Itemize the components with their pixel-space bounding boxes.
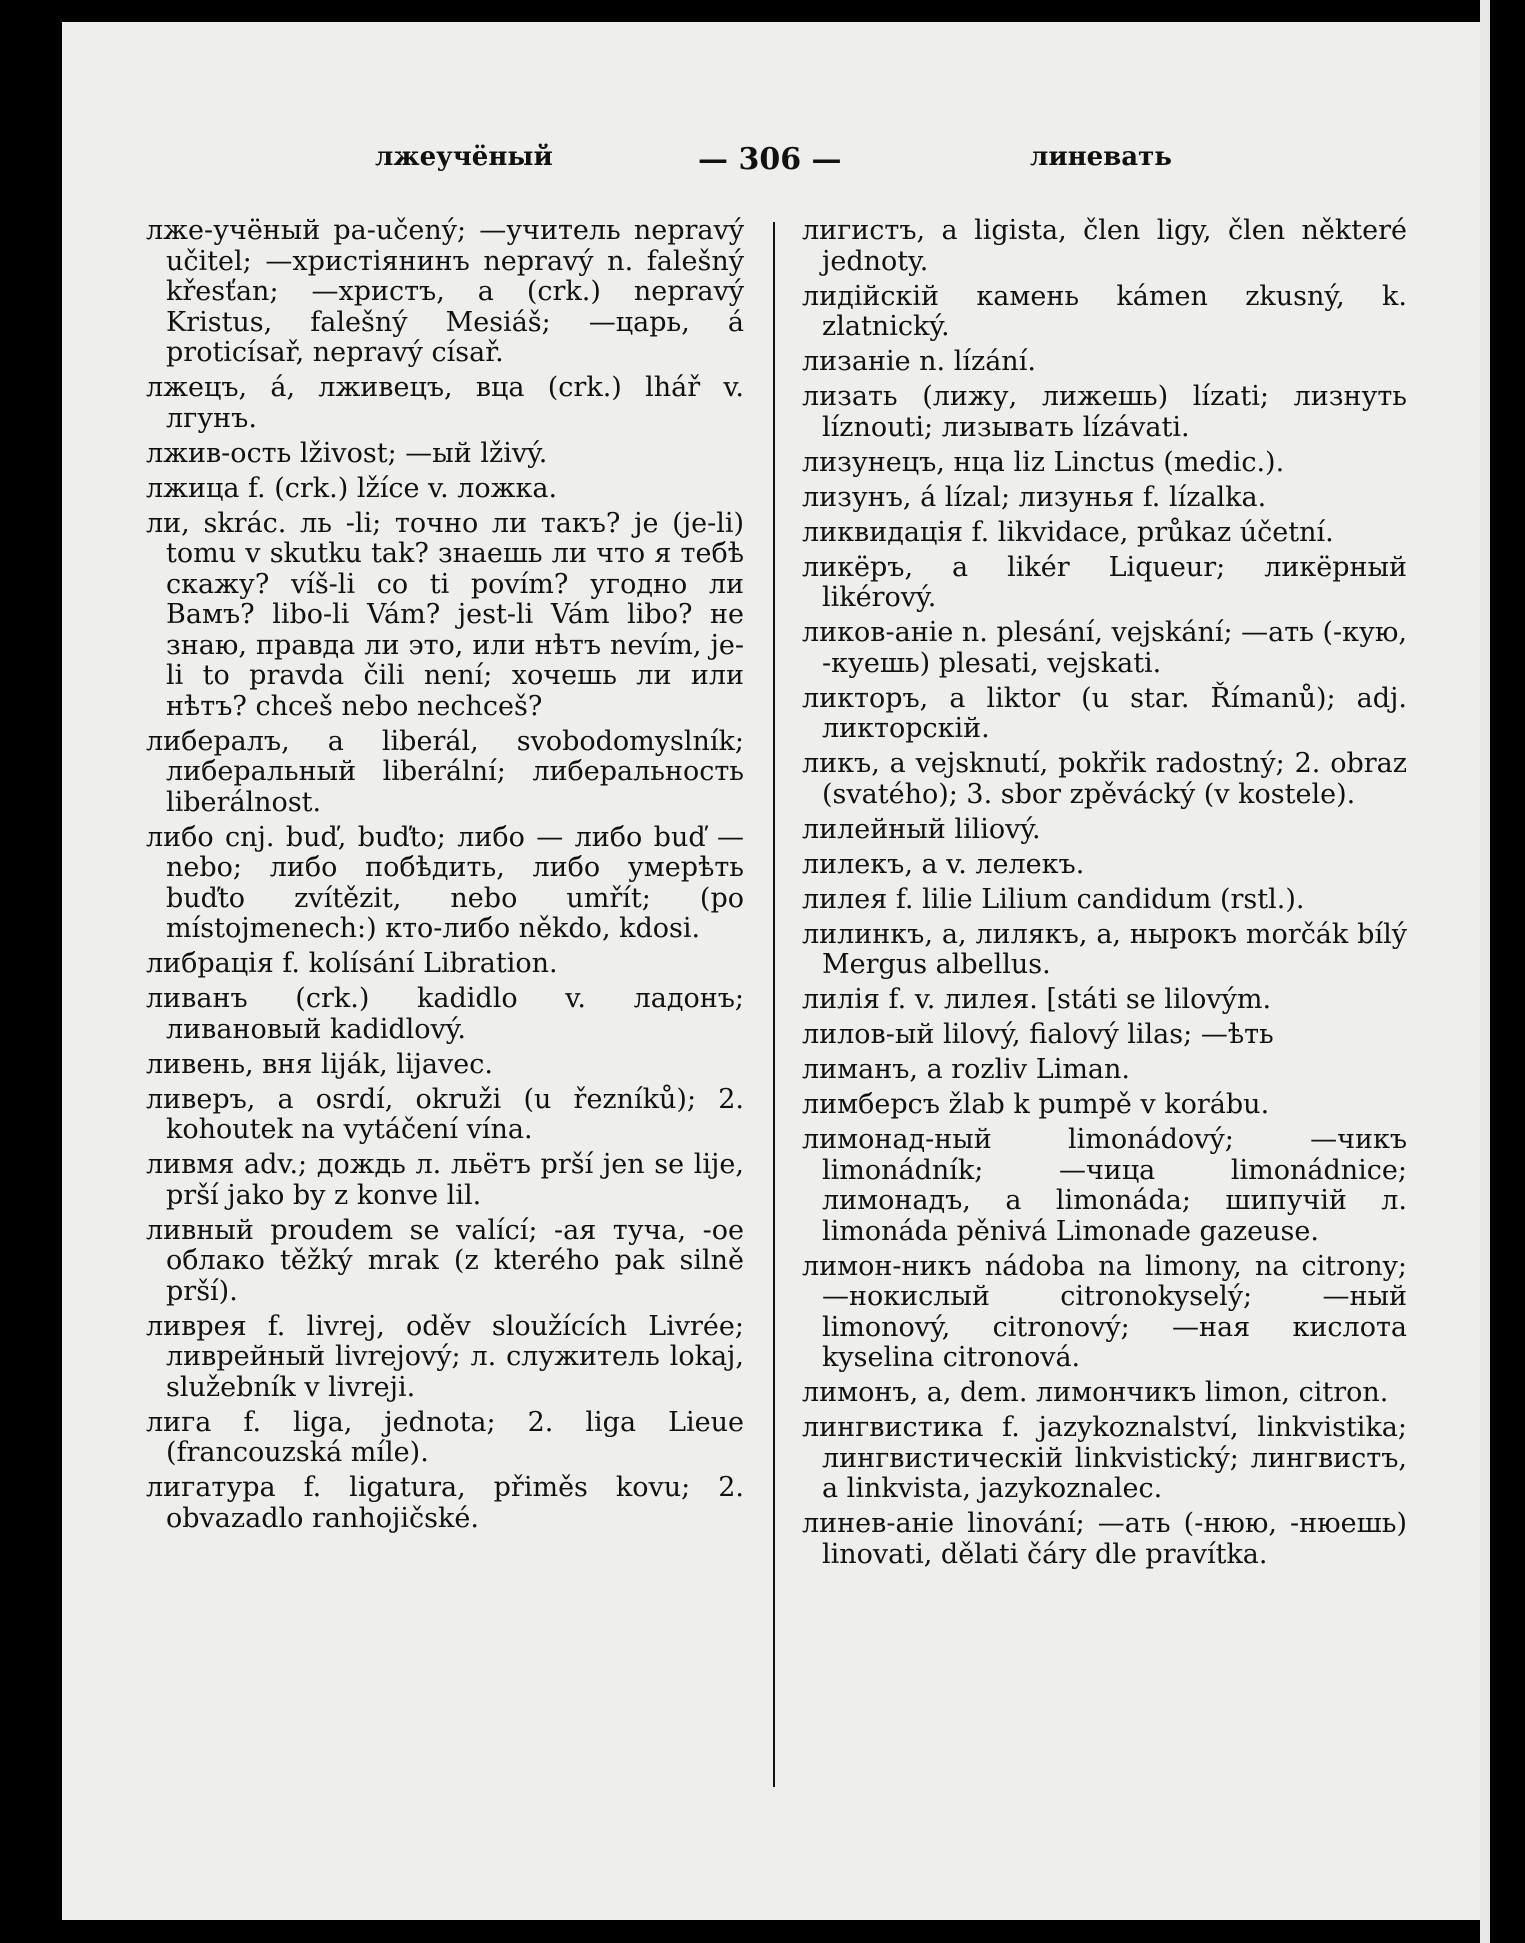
header-right-catchword: линевать (1030, 142, 1172, 172)
header-left-catchword: лжеучёный (375, 142, 553, 172)
dictionary-entry: лжица f. (crk.) lžíce v. ложка. (146, 472, 558, 504)
dictionary-entry: либо cnj. buď, buďto; либо — либо buď — nebo; либо побѣдить, либо умерѣть buďto zvítězit, nebo umřít; (po místojmenech:) кто-либо někdo, kdosi. (146, 821, 744, 944)
dictionary-entry: лимберсъ žlab k pumpě v korábu. (802, 1089, 1270, 1120)
dictionary-entry: либрація f. kolísání Libration. (146, 948, 558, 979)
dictionary-entry: лингвистика f. jazykoznalství, linkvistika; лингвистическій linkvistický; лингвистъ, a linkvista, jazykoznalec. (802, 1412, 1407, 1504)
dictionary-entry: лжецъ, á, лживецъ, вца (crk.) lhář v. лгунъ. (146, 372, 744, 434)
page-number: — 306 — (698, 142, 842, 177)
left-column (146, 216, 744, 1539)
dictionary-entry: ликторъ, a liktor (u star. Římanů); adj. ликторскій. (802, 682, 1407, 744)
dictionary-entry: лигистъ, a ligista, člen ligy, člen některé jednoty. (802, 215, 1407, 277)
dictionary-entry: лилинкъ, a, лилякъ, a, нырокъ morčák bílý Mergus albellus. (802, 918, 1407, 980)
dictionary-entry: лжив-ость lživost; —ый lživý. (146, 437, 548, 469)
dictionary-entry: ливанъ (crk.) kadidlo v. ладонъ; ливановый kadidlový. (146, 983, 744, 1045)
dictionary-entry: ливень, вня liják, lijavec. (146, 1048, 493, 1080)
dictionary-entry: лимонад-ный limonádový; —чикъ limonádník; —чица limonádnice; лимонадъ, a limonáda; шипучій л. limonáda pěnivá Limonade gazeuse. (802, 1124, 1407, 1247)
dictionary-entry: ликов-аніе n. plesání, vejskání; —ать (-кую, -куешь) plesati, vejskati. (802, 617, 1407, 679)
dictionary-entry: либералъ, a liberál, svobodomyslník; либеральный liberální; либеральность liberálnost. (146, 725, 744, 818)
dictionary-entry: ликёръ, a likér Liqueur; ликёрный likérový. (802, 551, 1407, 613)
dictionary-entry: лилея f. lilie Lilium candidum (rstl.). (802, 883, 1305, 915)
right-column (802, 216, 1407, 1575)
dictionary-entry: ли, skrác. ль -li; точно ли такъ? je (je-li) tomu v skutku tak? знаешь ли что я тебѣ скажу? víš-li co ti povím? угодно ли Вамъ? libo-li Vám? jest-li Vám libo? не знаю, правда ли это, или нѣтъ nevím, je-li to pravda čili není; хочешь ли или нѣтъ? chceš nebo nechceš? (146, 507, 744, 722)
dictionary-entry: лилейный liliový. (802, 813, 1041, 845)
dictionary-entry: лидійскій камень kámen zkusný, k. zlatnický. (802, 280, 1407, 342)
dictionary-entry: ливный proudem se valící; -ая туча, -ое облако těžký mrak (z kterého pak silně prší). (146, 1214, 744, 1307)
dictionary-entry: линев-аніе linování; —ать (-нюю, -нюешь) linovati, dělati čáry dle pravítka. (802, 1508, 1407, 1570)
dictionary-entry: лизаніе n. lízání. (802, 346, 1036, 377)
dictionary-entry: лизунецъ, нца liz Linctus (medic.). (802, 446, 1285, 478)
dictionary-entry: лизунъ, á lízal; лизунья f. lízalka. (802, 481, 1267, 513)
dictionary-entry: ливмя adv.; дождь л. льётъ prší jen se lije, prší jako by z konve lil. (146, 1149, 744, 1211)
dictionary-entry: ливеръ, a osrdí, okruži (u řezníků); 2. kohoutek na vytáčení vína. (146, 1083, 744, 1145)
dictionary-entry: лига f. liga, jednota; 2. liga Lieue (francouzská míle). (146, 1406, 744, 1468)
dictionary-entry: лимон-никъ nádoba na limony, na citrony; —нокислый citronokyselý; —ный limonový, citronový; —ная кислота kyselina citronová. (802, 1250, 1407, 1373)
dictionary-entry: лилія f. v. лилея. [státi se lilovým. (802, 984, 1272, 1015)
dictionary-entry: лимонъ, a, dem. лимончикъ limon, citron. (802, 1377, 1389, 1408)
dictionary-entry: ливрея f. livrej, oděv sloužících Livrée; ливрейный livrejový; л. служитель lokaj, služebník v livreji. (146, 1310, 744, 1403)
dictionary-entry: лже-учёный pa-učený; —учитель nepravý učitel; —христіянинъ nepravý n. falešný křesťan; —христъ, а (crk.) nepravý Kristus, falešný Mesiáš; —царь, á proticísař, nepravý císař. (146, 215, 744, 368)
dictionary-entry: лилекъ, a v. лелекъ. (802, 848, 1085, 880)
dictionary-entry: ликвидація f. likvidace, průkaz účetní. (802, 516, 1334, 548)
dictionary-entry: лизать (лижу, лижешь) lízati; лизнуть líznouti; лизывать lízávati. (802, 381, 1407, 443)
column-divider (773, 222, 775, 1787)
dictionary-entry: лиманъ, a rozliv Liman. (802, 1054, 1130, 1085)
dictionary-entry: лигатура f. ligatura, přiměs kovu; 2. obvazadlo ranhojičské. (146, 1472, 744, 1534)
page-edge (1480, 0, 1490, 1943)
scan-border (1492, 0, 1525, 1943)
dictionary-entry: ликъ, a vejsknutí, pokřik radostný; 2. obraz (svatého); 3. sbor zpěvácký (v kostele). (802, 748, 1407, 810)
dictionary-entry: лилов-ый lilový, fialový lilas; —ѣть (802, 1019, 1274, 1050)
